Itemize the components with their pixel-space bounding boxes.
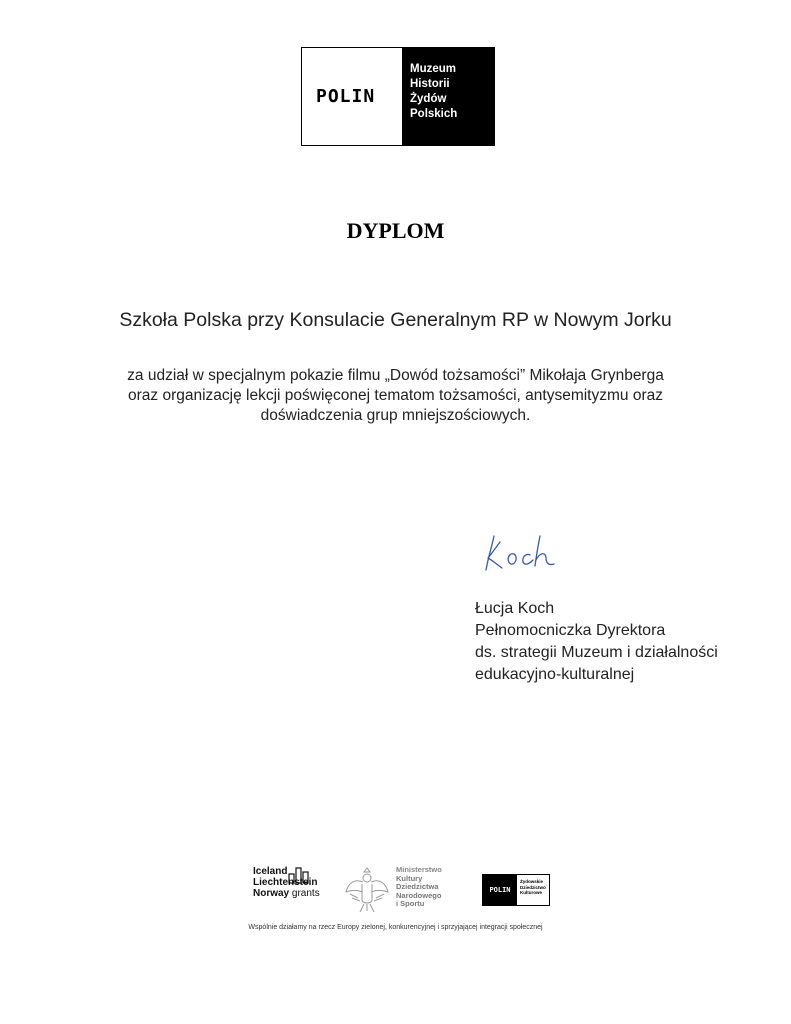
logo-museum-name — [410, 62, 457, 122]
footer-tagline: Wspólnie działamy na rzecz Europy zielonej, konkurencyjnej i sprzyjającej integracji społecznej — [248, 924, 543, 931]
grants-line — [253, 888, 320, 899]
polin-small-text — [517, 875, 549, 905]
reason-line: oraz organizację lekcji poświęconej tematom tożsamości, antysemityzmu oraz — [128, 387, 663, 404]
polin-small-word: POLIN — [483, 875, 517, 905]
ministry-of-culture-logo — [396, 866, 442, 909]
grants-line: Liechtenstein — [253, 877, 318, 888]
polin-museum-logo — [301, 47, 495, 146]
signer-role-line: Pełnomocniczka Dyrektora — [475, 622, 666, 639]
ministry-line: i Sportu — [396, 899, 425, 908]
ministry-line: Kultury — [396, 873, 423, 883]
ministry-line: Narodowego — [396, 890, 442, 900]
recipient-name: Szkoła Polska przy Konsulacie Generalnym RP w Nowym Jorku — [119, 309, 672, 331]
logo-right-panel — [402, 48, 494, 145]
ministry-line: Dziedzictwa — [396, 882, 439, 891]
polin-small-line: Dziedzictwo — [520, 884, 546, 890]
grants-bars-icon — [288, 866, 312, 884]
handwritten-signature — [480, 528, 570, 578]
signer-name: Łucja Koch — [475, 600, 555, 617]
logo-left-panel — [302, 48, 402, 145]
logo-line: Muzeum — [410, 63, 456, 75]
logo-polin-word: POLIN — [316, 86, 376, 107]
polin-small-line: Żydowskie — [520, 879, 544, 884]
signer-role-line: ds. strategii Muzeum i działalności — [475, 644, 718, 661]
grants-word: Norway — [253, 888, 290, 899]
reason-line: za udział w specjalnym pokazie filmu „Dowód tożsamości” Mikołaja Grynberga — [127, 367, 664, 384]
polish-eagle-emblem-icon — [344, 864, 390, 914]
polin-small-line: Kulturowe — [520, 890, 542, 895]
logo-line: Żydów — [410, 93, 447, 105]
signer-block — [475, 598, 718, 686]
grants-word: grants — [291, 888, 320, 899]
signer-role-line: edukacyjno-kulturalnej — [475, 666, 635, 683]
logo-line: Historii — [410, 78, 450, 90]
polin-heritage-logo — [482, 874, 550, 906]
grants-line: Iceland — [253, 866, 288, 877]
logo-line: Polskich — [410, 108, 458, 120]
ministry-line: Ministerstwo — [396, 865, 442, 874]
diploma-title: DYPLOM — [346, 218, 445, 243]
reason-line: doświadczenia grup mniejszościowych. — [260, 407, 531, 424]
award-reason — [90, 366, 701, 426]
